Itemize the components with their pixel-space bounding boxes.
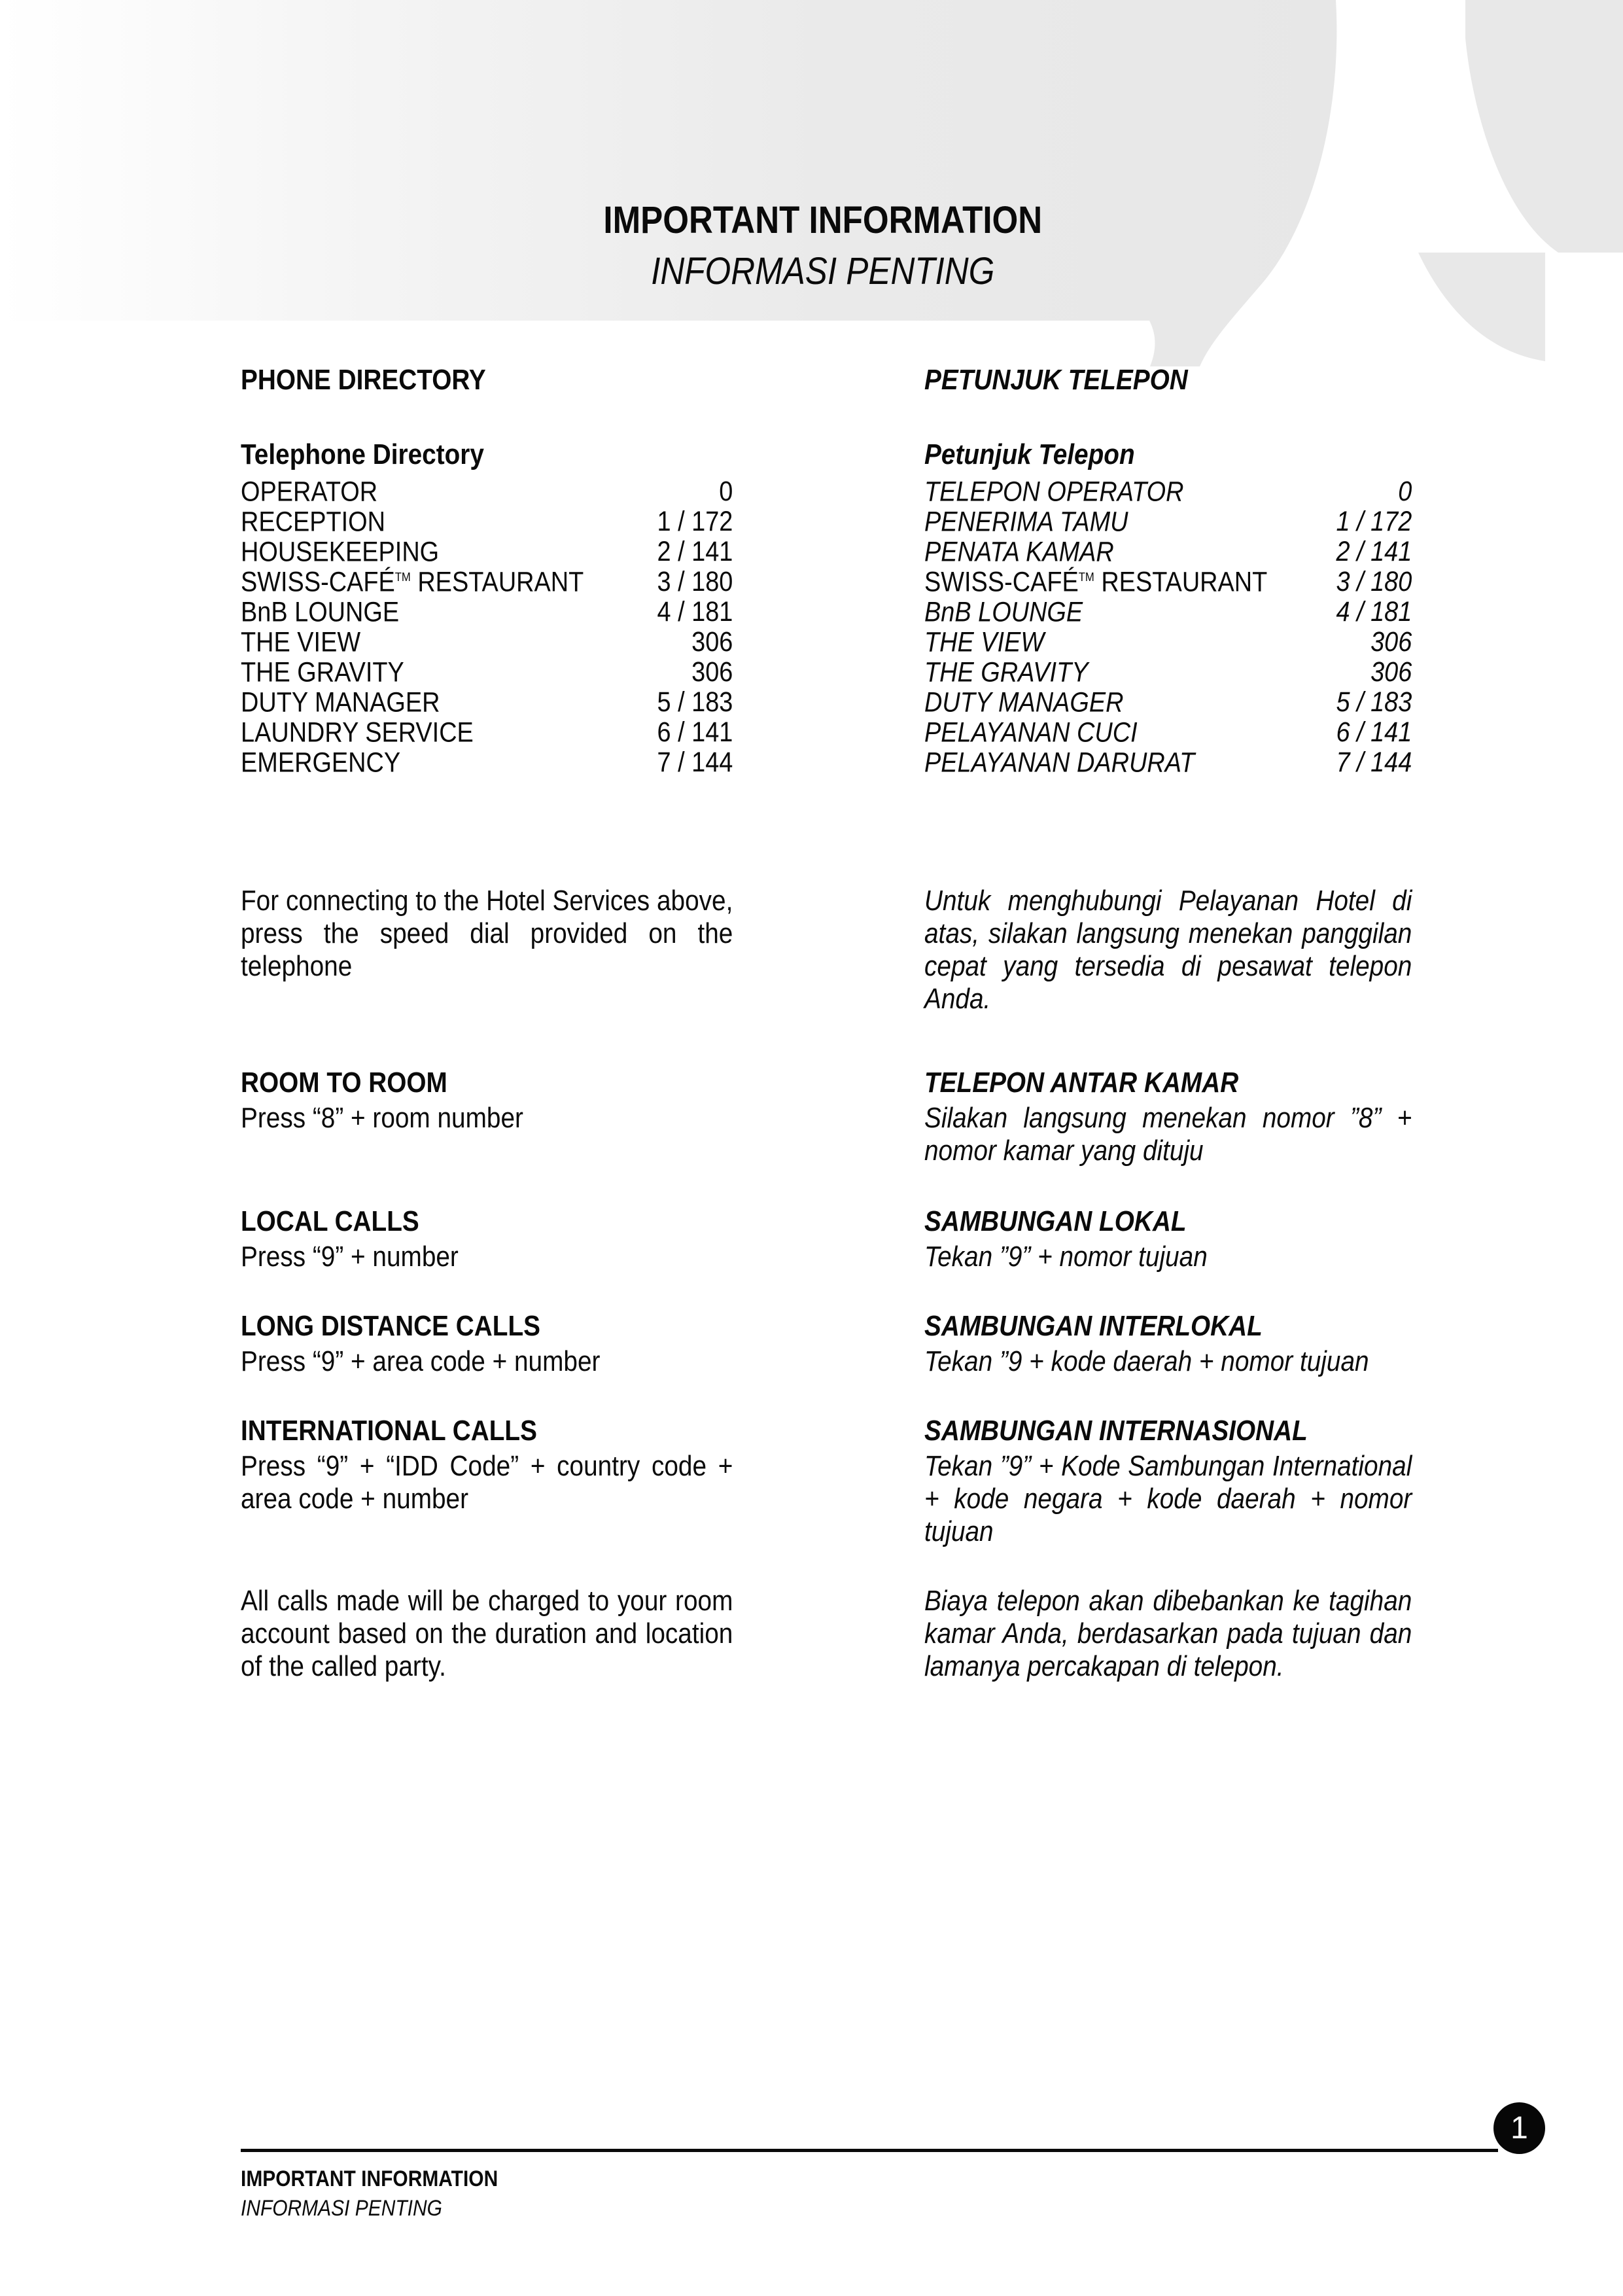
directory-row (241, 503, 733, 538)
directory-row-value: 306 (1370, 626, 1412, 658)
directory-row-value: 1 / 172 (657, 506, 733, 538)
directory-row-value: 5 / 183 (657, 686, 733, 718)
section-body-en: Press “9” + “IDD Code” + country code + area code + number (241, 1450, 733, 1515)
directory-row-label: BnB LOUNGE (241, 596, 400, 628)
directory-row-label: PELAYANAN CUCI (924, 716, 1138, 749)
section-body-en: Press “8” + room number (241, 1102, 523, 1134)
section-room-to-room (241, 1067, 1412, 1167)
directory-row-label: LAUNDRY SERVICE (241, 716, 474, 749)
footer-label-id: INFORMASI PENTING (241, 2196, 442, 2221)
closing-paragraph-en: All calls made will be charged to your room account based on the duration and location of the called party. (241, 1585, 733, 1682)
phone-directory-heading-en: PHONE DIRECTORY (241, 364, 486, 396)
directory-row (924, 743, 1412, 779)
page-title-id: INFORMASI PENTING (651, 250, 995, 292)
section-body-id: Tekan ”9” + nomor tujuan (924, 1241, 1208, 1273)
directory-row-label: THE GRAVITY (924, 656, 1089, 688)
directory-row-value: 4 / 181 (657, 596, 733, 628)
section-long-distance-calls (241, 1310, 1412, 1378)
directory-row-label: SWISS-CAFÉ™ RESTAURANT (924, 566, 1268, 598)
section-heading-en: ROOM TO ROOM (241, 1067, 447, 1099)
directory-row (241, 713, 733, 749)
page-number: 1 (1510, 2110, 1528, 2146)
section-body-en: Press “9” + number (241, 1241, 459, 1273)
directory-row-value: 3 / 180 (657, 566, 733, 598)
directory-row-label: EMERGENCY (241, 747, 401, 779)
footer-rule (241, 2149, 1498, 2152)
directory-row-value: 2 / 141 (657, 536, 733, 568)
directory-row-label: DUTY MANAGER (241, 686, 440, 718)
directory-row-label: HOUSEKEEPING (241, 536, 440, 568)
section-heading-en: INTERNATIONAL CALLS (241, 1415, 537, 1447)
section-local-calls (241, 1205, 1412, 1273)
directory-list-en (241, 472, 733, 779)
directory-subheading-id: Petunjuk Telepon (924, 438, 1135, 470)
directory-row-value: 3 / 180 (1336, 566, 1412, 598)
directory-row-label: TELEPON OPERATOR (924, 476, 1184, 508)
directory-row (924, 713, 1412, 749)
directory-row (241, 533, 733, 568)
directory-row (924, 653, 1412, 688)
directory-row (241, 472, 733, 508)
directory-row (924, 563, 1412, 598)
intro-paragraph-en: For connecting to the Hotel Services above, press the speed dial provided on the telephone (241, 885, 733, 982)
directory-row-value: 1 / 172 (1336, 506, 1412, 538)
directory-row-label: PENATA KAMAR (924, 536, 1114, 568)
directory-row-label: PENERIMA TAMU (924, 506, 1128, 538)
section-body-id: Tekan ”9 + kode daerah + nomor tujuan (924, 1345, 1369, 1377)
page-title (241, 195, 1405, 297)
directory-row-label: PELAYANAN DARURAT (924, 747, 1195, 779)
directory-row-label: BnB LOUNGE (924, 596, 1083, 628)
directory-row (241, 653, 733, 688)
section-heading-id: SAMBUNGAN INTERLOKAL (924, 1310, 1263, 1342)
section-heading-id: SAMBUNGAN INTERNASIONAL (924, 1415, 1308, 1447)
directory-row (241, 683, 733, 718)
directory-row (924, 472, 1412, 508)
directory-row (241, 563, 733, 598)
directory-row-label: DUTY MANAGER (924, 686, 1124, 718)
directory-row-label: OPERATOR (241, 476, 378, 508)
brand-watermark-icon (0, 0, 1623, 366)
section-body-id: Tekan ”9” + Kode Sambungan International + kode negara + kode daerah + nomor tujuan (924, 1450, 1412, 1547)
section-heading-id: TELEPON ANTAR KAMAR (924, 1067, 1239, 1099)
directory-row-value: 306 (691, 626, 733, 658)
directory-row (924, 533, 1412, 568)
closing-paragraph-id: Biaya telepon akan dibebankan ke tagihan kamar Anda, berdasarkan pada tujuan dan lamanya percakapan di telepon. (924, 1585, 1412, 1682)
directory-row-value: 6 / 141 (1336, 716, 1412, 749)
intro-paragraph-id: Untuk menghubungi Pelayanan Hotel di atas, silakan langsung menekan panggilan cepat yang tersedia di pesawat telepon Anda. (924, 885, 1412, 1015)
section-heading-en: LOCAL CALLS (241, 1205, 419, 1237)
directory-row (241, 743, 733, 779)
page-title-en: IMPORTANT INFORMATION (603, 199, 1043, 241)
directory-row-value: 2 / 141 (1336, 536, 1412, 568)
directory-row-value: 306 (1370, 656, 1412, 688)
section-body-id: Silakan langsung menekan nomor ”8” + nomor kamar yang dituju (924, 1102, 1412, 1167)
directory-row-label: THE VIEW (241, 626, 361, 658)
section-heading-id: SAMBUNGAN LOKAL (924, 1205, 1187, 1237)
directory-row-label: SWISS-CAFÉ™ RESTAURANT (241, 566, 584, 598)
directory-row-value: 7 / 144 (657, 747, 733, 779)
directory-row-value: 5 / 183 (1336, 686, 1412, 718)
directory-list-id (924, 472, 1412, 779)
page-number-badge (1493, 2102, 1545, 2154)
header-band (0, 0, 1623, 366)
directory-row (924, 683, 1412, 718)
directory-row-label: THE GRAVITY (241, 656, 404, 688)
directory-row-value: 6 / 141 (657, 716, 733, 749)
directory-row-value: 4 / 181 (1336, 596, 1412, 628)
footer-labels (241, 2164, 738, 2223)
directory-row-value: 0 (1398, 476, 1412, 508)
directory-subheading-en: Telephone Directory (241, 438, 484, 470)
section-heading-en: LONG DISTANCE CALLS (241, 1310, 540, 1342)
section-body-en: Press “9” + area code + number (241, 1345, 601, 1377)
phone-directory-heading-id: PETUNJUK TELEPON (924, 364, 1188, 396)
directory-row-value: 306 (691, 656, 733, 688)
directory-row-value: 7 / 144 (1336, 747, 1412, 779)
directory-row-label: THE VIEW (924, 626, 1045, 658)
section-international-calls (241, 1415, 1412, 1548)
directory-row-value: 0 (719, 476, 733, 508)
footer-label-en: IMPORTANT INFORMATION (241, 2166, 498, 2191)
directory-row-label: RECEPTION (241, 506, 386, 538)
